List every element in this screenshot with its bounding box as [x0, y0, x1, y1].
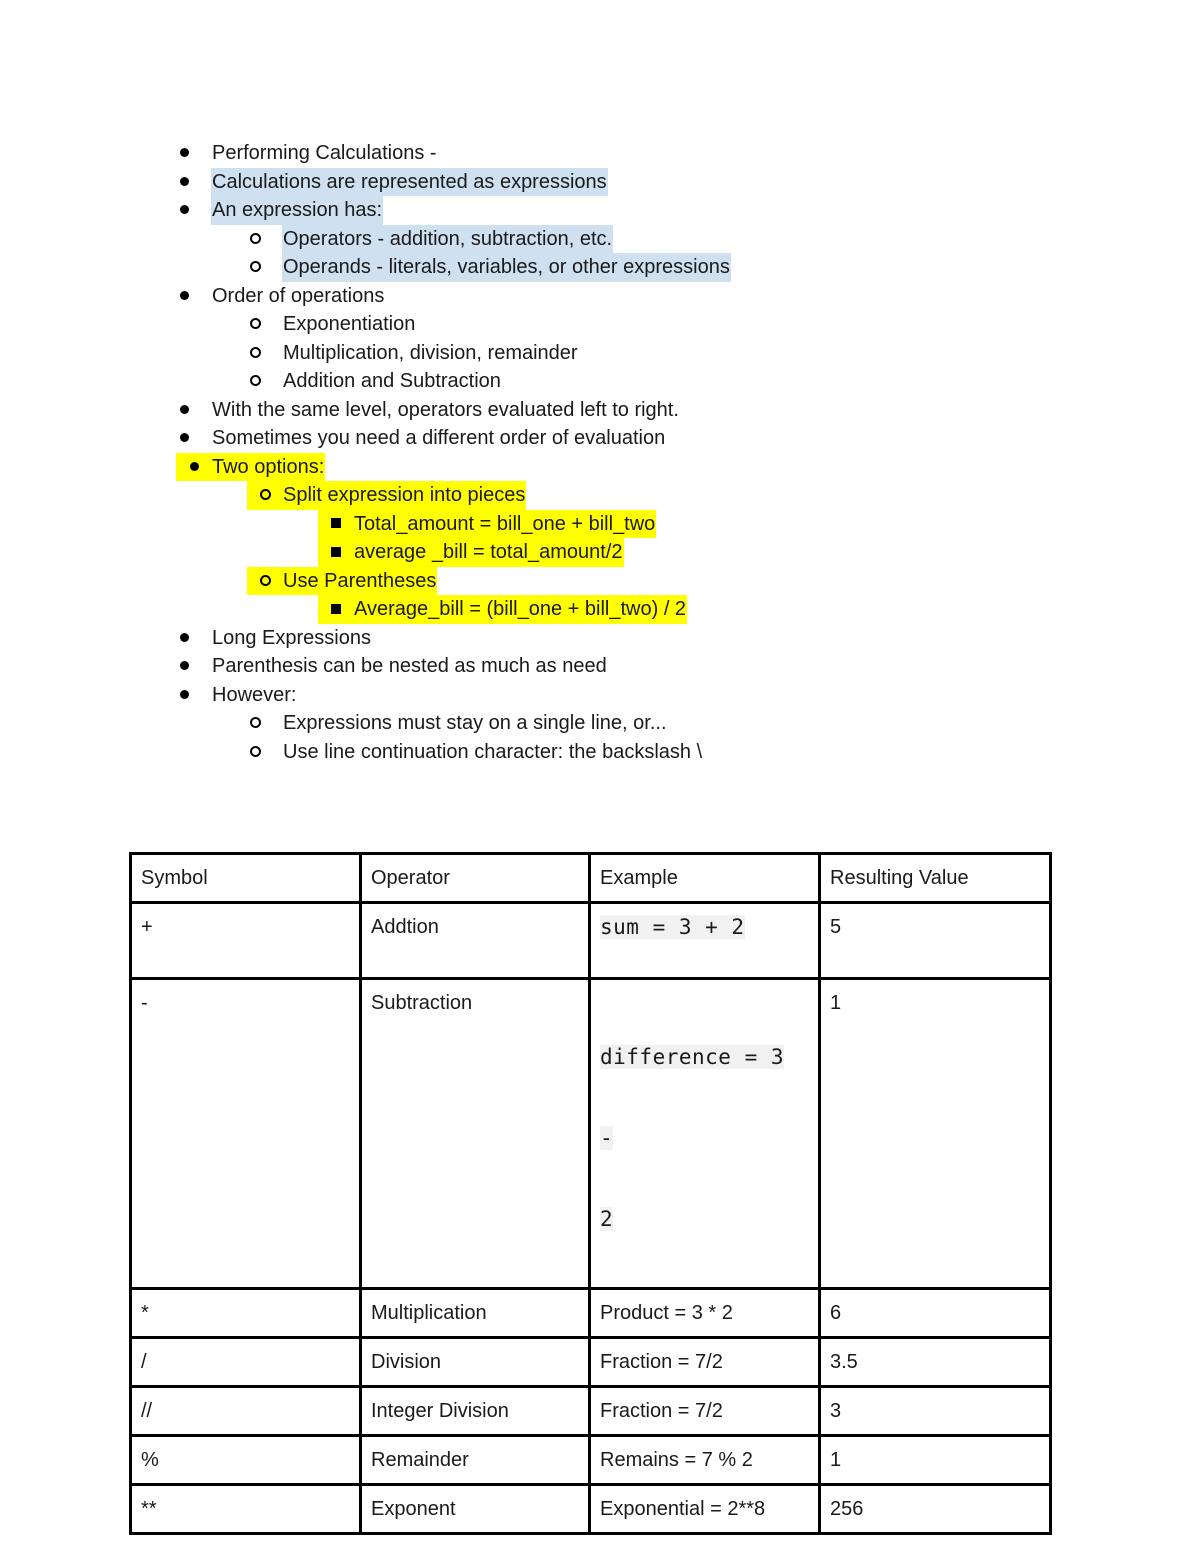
bullet-disc-icon: [174, 652, 194, 681]
list-item: [0, 738, 1200, 767]
bullet-square-icon: [318, 538, 354, 567]
bullet-disc-icon: [176, 453, 212, 482]
list-item-text: Operands - literals, variables, or other expressions: [282, 253, 731, 282]
cell-operator: Division: [361, 1338, 590, 1387]
cell-symbol: %: [131, 1436, 361, 1485]
list-item-text: Use Parentheses: [282, 567, 437, 596]
list-item-text: Long Expressions: [212, 626, 371, 649]
header-resulting-value: Resulting Value: [820, 854, 1051, 903]
code-example: sum = 3 + 2: [600, 915, 745, 939]
cell-value: 1: [820, 1436, 1051, 1485]
list-item-text: Calculations are represented as expressions: [211, 168, 608, 197]
cell-value: 5: [820, 903, 1051, 979]
bullet-circle-icon: [245, 225, 265, 254]
table-row: [131, 1485, 1051, 1534]
list-item: [0, 538, 1200, 567]
list-item: [0, 481, 1200, 510]
cell-symbol: **: [131, 1485, 361, 1534]
cell-example: Fraction = 7/2: [590, 1387, 820, 1436]
cell-value: 3.5: [820, 1338, 1051, 1387]
cell-symbol: //: [131, 1387, 361, 1436]
list-item-text: Sometimes you need a different order of evaluation: [212, 427, 666, 449]
list-item-text: Performing Calculations -: [212, 142, 437, 164]
list-item: [0, 595, 1200, 624]
bullet-circle-icon: [247, 481, 283, 510]
list-item-text: Expressions must stay on a single line, or...: [283, 712, 667, 734]
cell-value: 6: [820, 1289, 1051, 1338]
list-item-text: With the same level, operators evaluated left to right.: [212, 398, 679, 421]
list-item: [0, 225, 1200, 254]
header-operator: Operator: [361, 854, 590, 903]
notes-list: [0, 139, 1200, 766]
bullet-disc-icon: [174, 624, 194, 653]
cell-value: 1: [820, 979, 1051, 1289]
code-line: difference = 3: [600, 1045, 785, 1069]
bullet-disc-icon: [174, 282, 194, 311]
header-example: Example: [590, 854, 820, 903]
operators-table: [129, 852, 1052, 1535]
cell-value: 256: [820, 1485, 1051, 1534]
list-item: [0, 652, 1200, 681]
bullet-disc-icon: [174, 681, 194, 710]
list-item: [0, 424, 1200, 453]
header-symbol: Symbol: [131, 854, 361, 903]
cell-operator: Subtraction: [361, 979, 590, 1289]
cell-operator: Multiplication: [361, 1289, 590, 1338]
bullet-circle-icon: [245, 709, 265, 738]
cell-example: [590, 979, 820, 1289]
list-item-text: Parenthesis can be nested as much as need: [212, 655, 607, 677]
bullet-circle-icon: [245, 310, 265, 339]
bullet-circle-icon: [245, 339, 265, 368]
list-item-text: Two options:: [211, 453, 325, 482]
list-item-text: However:: [212, 683, 297, 706]
bullet-circle-icon: [245, 738, 265, 767]
code-example: [600, 990, 809, 1287]
bullet-circle-icon: [245, 253, 265, 282]
list-item: [0, 139, 1200, 168]
list-item: [0, 367, 1200, 396]
cell-example: Exponential = 2**8: [590, 1485, 820, 1534]
list-item: [0, 624, 1200, 653]
bullet-square-icon: [318, 595, 354, 624]
cell-example: Fraction = 7/2: [590, 1338, 820, 1387]
bullet-square-icon: [318, 510, 354, 539]
list-item-text: An expression has:: [211, 196, 383, 225]
bullet-circle-icon: [247, 567, 283, 596]
bullet-disc-icon: [174, 196, 194, 225]
list-item: [0, 282, 1200, 311]
list-item: [0, 567, 1200, 596]
code-line: 2: [600, 1207, 614, 1231]
list-item: [0, 339, 1200, 368]
list-item-text: Total_amount = bill_one + bill_two: [353, 510, 656, 539]
cell-value: 3: [820, 1387, 1051, 1436]
table-row: [131, 979, 1051, 1289]
list-item: [0, 681, 1200, 710]
cell-symbol: /: [131, 1338, 361, 1387]
table-row: [131, 1387, 1051, 1436]
cell-example: Remains = 7 % 2: [590, 1436, 820, 1485]
list-item: [0, 168, 1200, 197]
table-row: [131, 1436, 1051, 1485]
cell-operator: Integer Division: [361, 1387, 590, 1436]
list-item-text: Use line continuation character: the backslash \: [283, 740, 703, 763]
list-item-text: Split expression into pieces: [282, 481, 526, 510]
bullet-disc-icon: [174, 139, 194, 168]
list-item-text: Order of operations: [212, 284, 385, 307]
list-item-text: average _bill = total_amount/2: [353, 538, 624, 567]
list-item-text: Average_bill = (bill_one + bill_two) / 2: [353, 595, 687, 624]
list-item-text: Operators - addition, subtraction, etc.: [282, 225, 613, 254]
list-item-text: Addition and Subtraction: [283, 370, 501, 392]
table-row: [131, 903, 1051, 979]
list-item: [0, 253, 1200, 282]
bullet-disc-icon: [174, 168, 194, 197]
list-item: [0, 196, 1200, 225]
cell-operator: Remainder: [361, 1436, 590, 1485]
table-row: [131, 1289, 1051, 1338]
list-item-text: Exponentiation: [283, 313, 416, 335]
list-item-text: Multiplication, division, remainder: [283, 341, 578, 364]
list-item: [0, 510, 1200, 539]
list-item: [0, 396, 1200, 425]
cell-symbol: +: [131, 903, 361, 979]
cell-operator: Exponent: [361, 1485, 590, 1534]
list-item: [0, 453, 1200, 482]
code-line: -: [600, 1126, 614, 1150]
cell-operator: Addtion: [361, 903, 590, 979]
list-item: [0, 310, 1200, 339]
cell-example: Product = 3 * 2: [590, 1289, 820, 1338]
table-header-row: [131, 854, 1051, 903]
cell-symbol: *: [131, 1289, 361, 1338]
cell-symbol: -: [131, 979, 361, 1289]
bullet-disc-icon: [174, 424, 194, 453]
cell-example: [590, 903, 820, 979]
bullet-circle-icon: [245, 367, 265, 396]
table-row: [131, 1338, 1051, 1387]
bullet-disc-icon: [174, 396, 194, 425]
list-item: [0, 709, 1200, 738]
